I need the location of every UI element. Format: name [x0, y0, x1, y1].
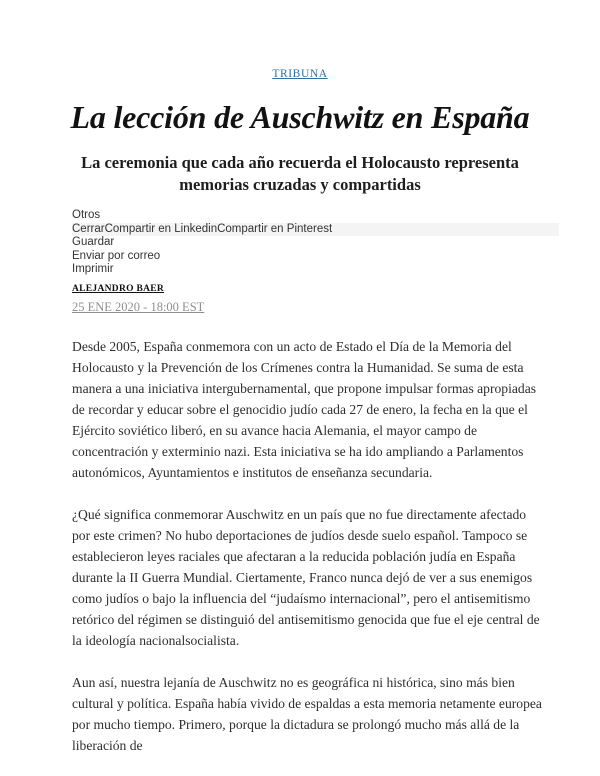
print-row [72, 263, 545, 277]
email-link[interactable]: Enviar por correo [72, 249, 161, 262]
share-close-link[interactable]: Cerrar [72, 222, 105, 235]
share-linkedin-link[interactable]: Compartir en Linkedin [104, 222, 218, 235]
share-others-link[interactable]: Otros [72, 209, 101, 221]
save-row [72, 236, 545, 250]
article-title: La lección de Auschwitz en España [70, 99, 530, 135]
timestamp-row [72, 298, 545, 316]
author-link[interactable]: ALEJANDRO BAER [72, 283, 165, 294]
article-paragraph-3: Aun así, nuestra lejanía de Auschwitz no es geográfica ni histórica, sino más bien cultural y política. España había vivido de espaldas a esta memoria netamente europea por mucho tiempo. Primero, porque la dictadura se prolongó mucho más allá de la liberación de [72, 674, 542, 753]
article-paragraph-1: Desde 2005, España conmemora con un acto de Estado el Día de la Memoria del Holocausto y la Prevención de los Crímenes contra la Humanidad. Se suma de esta manera a una iniciativa intergubernamental, que propone impulsar formas apropiadas de recordar y educar sobre el genocidio judío cada 27 de enero, la fecha en la que el Ejército soviético liberó, en su avance hacia Alemania, el mayor campo de concentración y exterminio nazi. Esta iniciativa se ha ido ampliando a Parlamentos autonómicos, Ayuntamientos e institutos de enseñanza secundaria. [72, 338, 537, 480]
article-subtitle: La ceremonia que cada año recuerda el Holocausto representa memorias cruzadas y compartidas [81, 153, 519, 194]
save-link[interactable]: Guardar [72, 236, 115, 249]
share-bar [72, 223, 559, 237]
share-pinterest-link[interactable]: Compartir en Pinterest [217, 222, 333, 235]
share-others-row [72, 209, 545, 223]
share-toolbar [72, 209, 545, 277]
article-body [72, 336, 545, 756]
email-row [72, 250, 545, 264]
article-header [0, 0, 600, 196]
print-link[interactable]: Imprimir [72, 263, 114, 276]
byline [72, 278, 545, 316]
section-kicker-link[interactable]: TRIBUNA [272, 68, 328, 80]
article-paragraph-2: ¿Qué significa conmemorar Auschwitz en un país que no fue directamente afectado por este crimen? No hubo deportaciones de judíos desde suelo español. Tampoco se establecieron leyes raciales que afectaran a la reducida población judía en España durante la II Guerra Mundial. Ciertamente, Franco nunca dejó de ver a sus enemigos como judíos o bajo la influencia del “judaísmo internacional”, pero el antisemitismo retórico del régimen se distinguió del antisemitismo genocida que fue el eje central de la ideología nacionalsocialista. [72, 506, 540, 648]
timestamp-link[interactable]: 25 ENE 2020 - 18:00 EST [72, 299, 205, 314]
article-content [72, 209, 545, 756]
